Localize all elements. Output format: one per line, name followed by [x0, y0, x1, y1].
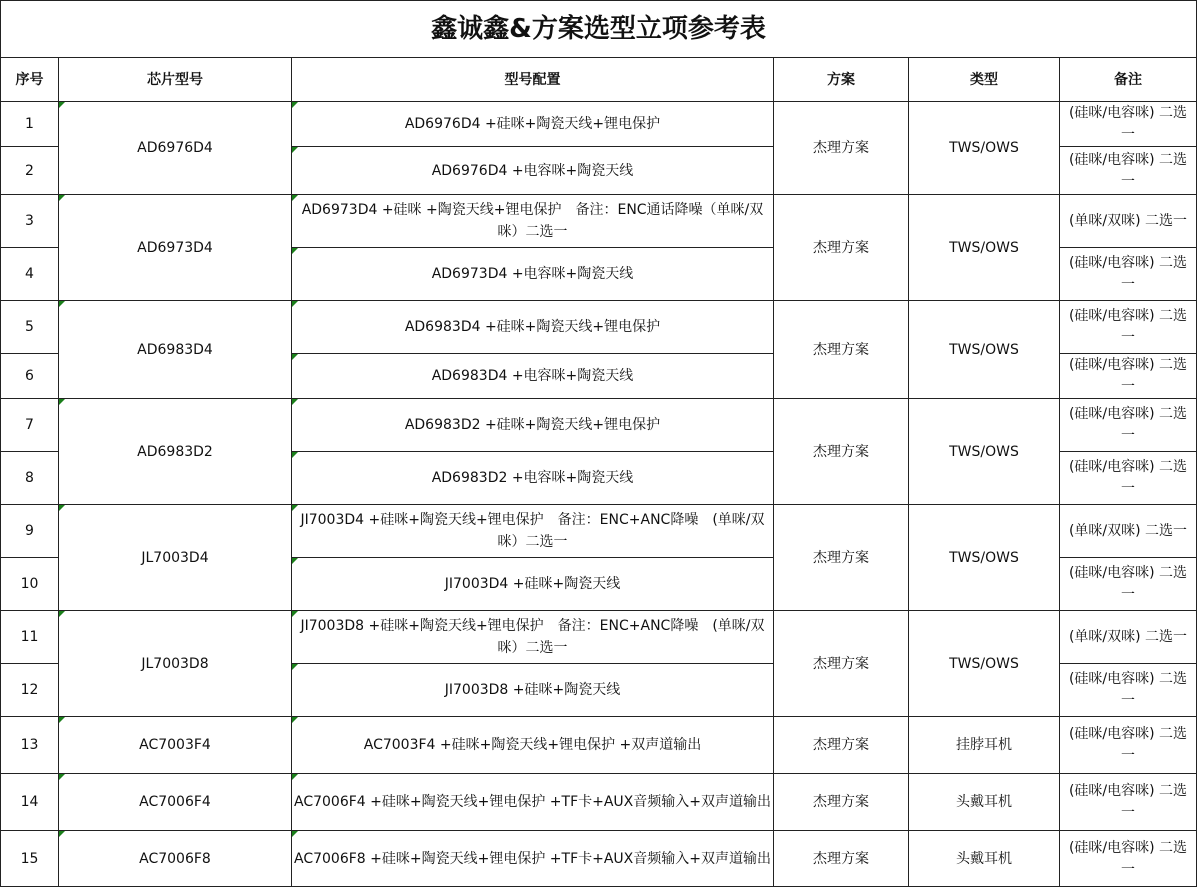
- cell-scheme: 杰理方案: [774, 301, 909, 399]
- cell-scheme: 杰理方案: [774, 195, 909, 301]
- cell-chip: AD6973D4: [59, 195, 292, 301]
- header-chip: 芯片型号: [59, 58, 292, 102]
- cell-config: AC7006F8 +硅咪+陶瓷天线+锂电保护 +TF卡+AUX音频输入+双声道输出: [292, 831, 774, 887]
- header-type: 类型: [909, 58, 1060, 102]
- table-row: [1, 774, 1197, 831]
- cell-config: AD6976D4 +电容咪+陶瓷天线: [292, 147, 774, 195]
- cell-chip: AD6983D2: [59, 399, 292, 505]
- cell-no: 13: [1, 717, 59, 774]
- cell-config: JI7003D4 +硅咪+陶瓷天线+锂电保护 备注：ENC+ANC降噪 (单咪/双咪）二选一: [292, 505, 774, 558]
- cell-type: TWS/OWS: [909, 505, 1060, 611]
- cell-config: JI7003D8 +硅咪+陶瓷天线+锂电保护 备注：ENC+ANC降噪 (单咪/双咪）二选一: [292, 611, 774, 664]
- cell-note: (单咪/双咪) 二选一: [1060, 611, 1197, 664]
- cell-type: 头戴耳机: [909, 774, 1060, 831]
- cell-chip: AC7003F4: [59, 717, 292, 774]
- cell-note: (硅咪/电容咪) 二选一: [1060, 102, 1197, 147]
- cell-type: TWS/OWS: [909, 301, 1060, 399]
- cell-no: 3: [1, 195, 59, 248]
- header-row: [1, 58, 1197, 102]
- cell-note: (单咪/双咪) 二选一: [1060, 195, 1197, 248]
- cell-config: AD6976D4 +硅咪+陶瓷天线+锂电保护: [292, 102, 774, 147]
- cell-note: (硅咪/电容咪) 二选一: [1060, 717, 1197, 774]
- cell-no: 11: [1, 611, 59, 664]
- cell-type: TWS/OWS: [909, 102, 1060, 195]
- table-row: [1, 717, 1197, 774]
- cell-no: 12: [1, 664, 59, 717]
- cell-scheme: 杰理方案: [774, 102, 909, 195]
- table-row: [1, 102, 1197, 147]
- cell-no: 5: [1, 301, 59, 354]
- cell-config: AC7006F4 +硅咪+陶瓷天线+锂电保护 +TF卡+AUX音频输入+双声道输出: [292, 774, 774, 831]
- cell-chip: AD6976D4: [59, 102, 292, 195]
- cell-no: 9: [1, 505, 59, 558]
- cell-note: (硅咪/电容咪) 二选一: [1060, 399, 1197, 452]
- cell-config: JI7003D8 +硅咪+陶瓷天线: [292, 664, 774, 717]
- table-row: [1, 831, 1197, 887]
- cell-chip: JL7003D8: [59, 611, 292, 717]
- cell-no: 14: [1, 774, 59, 831]
- cell-chip: AC7006F8: [59, 831, 292, 887]
- cell-note: (硅咪/电容咪) 二选一: [1060, 248, 1197, 301]
- cell-scheme: 杰理方案: [774, 611, 909, 717]
- table-row: [1, 301, 1197, 354]
- cell-no: 2: [1, 147, 59, 195]
- cell-note: (硅咪/电容咪) 二选一: [1060, 452, 1197, 505]
- table-row: [1, 399, 1197, 452]
- header-config: 型号配置: [292, 58, 774, 102]
- cell-note: (硅咪/电容咪) 二选一: [1060, 664, 1197, 717]
- table-row: [1, 611, 1197, 664]
- cell-config: AD6983D4 +电容咪+陶瓷天线: [292, 354, 774, 399]
- cell-note: (硅咪/电容咪) 二选一: [1060, 831, 1197, 887]
- cell-type: TWS/OWS: [909, 195, 1060, 301]
- header-no: 序号: [1, 58, 59, 102]
- cell-no: 15: [1, 831, 59, 887]
- cell-scheme: 杰理方案: [774, 831, 909, 887]
- cell-config: AD6983D2 +电容咪+陶瓷天线: [292, 452, 774, 505]
- cell-note: (硅咪/电容咪) 二选一: [1060, 301, 1197, 354]
- cell-type: 头戴耳机: [909, 831, 1060, 887]
- cell-no: 7: [1, 399, 59, 452]
- cell-scheme: 杰理方案: [774, 774, 909, 831]
- cell-config: JI7003D4 +硅咪+陶瓷天线: [292, 558, 774, 611]
- cell-type: 挂脖耳机: [909, 717, 1060, 774]
- cell-no: 4: [1, 248, 59, 301]
- table-row: [1, 505, 1197, 558]
- cell-scheme: 杰理方案: [774, 399, 909, 505]
- table-row: [1, 195, 1197, 248]
- cell-note: (硅咪/电容咪) 二选一: [1060, 558, 1197, 611]
- cell-no: 6: [1, 354, 59, 399]
- cell-note: (硅咪/电容咪) 二选一: [1060, 147, 1197, 195]
- cell-type: TWS/OWS: [909, 611, 1060, 717]
- cell-note: (硅咪/电容咪) 二选一: [1060, 354, 1197, 399]
- cell-no: 10: [1, 558, 59, 611]
- cell-config: AD6973D4 +硅咪 +陶瓷天线+锂电保护 备注：ENC通话降噪（单咪/双咪）二选一: [292, 195, 774, 248]
- cell-config: AD6973D4 +电容咪+陶瓷天线: [292, 248, 774, 301]
- cell-chip: JL7003D4: [59, 505, 292, 611]
- cell-config: AC7003F4 +硅咪+陶瓷天线+锂电保护 +双声道输出: [292, 717, 774, 774]
- cell-config: AD6983D4 +硅咪+陶瓷天线+锂电保护: [292, 301, 774, 354]
- cell-chip: AC7006F4: [59, 774, 292, 831]
- cell-chip: AD6983D4: [59, 301, 292, 399]
- header-note: 备注: [1060, 58, 1197, 102]
- cell-config: AD6983D2 +硅咪+陶瓷天线+锂电保护: [292, 399, 774, 452]
- header-scheme: 方案: [774, 58, 909, 102]
- cell-no: 1: [1, 102, 59, 147]
- page-title: 鑫诚鑫&方案选型立项参考表: [1, 1, 1197, 58]
- cell-type: TWS/OWS: [909, 399, 1060, 505]
- cell-note: (单咪/双咪) 二选一: [1060, 505, 1197, 558]
- cell-note: (硅咪/电容咪) 二选一: [1060, 774, 1197, 831]
- cell-no: 8: [1, 452, 59, 505]
- cell-scheme: 杰理方案: [774, 505, 909, 611]
- cell-scheme: 杰理方案: [774, 717, 909, 774]
